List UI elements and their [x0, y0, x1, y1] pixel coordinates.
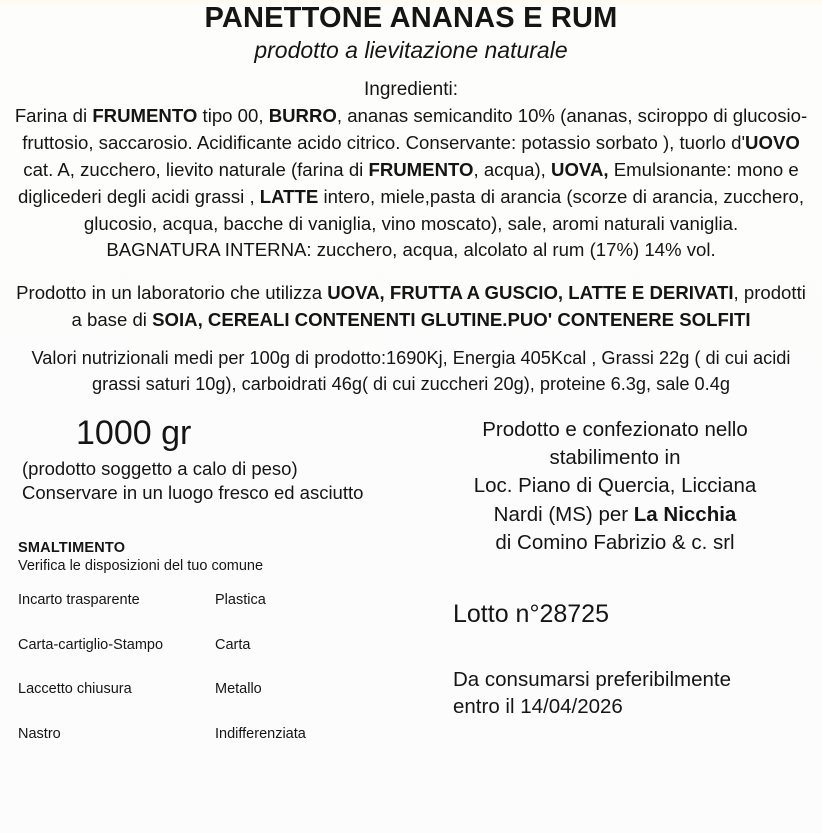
- producer-line-1: Prodotto e confezionato nello: [482, 417, 748, 441]
- ingredients-seg-6: Emulsionante: mono e diglicederi degli acidi grassi ,: [17, 158, 799, 207]
- allergen-warning-list-2: SOIA, CEREALI CONTENENTI GLUTINE.PUO' CONTENERE SOLFITI: [152, 308, 751, 330]
- weight-note-line-1: (prodotto soggetto a calo di peso): [22, 457, 298, 479]
- disposal-material: Metallo: [215, 681, 262, 698]
- net-weight: 1000 gr: [76, 413, 192, 452]
- brand-name: La Nicchia: [633, 502, 737, 526]
- nutrition-text: Valori nutrizionali medi per 100g di prodotto:1690Kj, Energia 405Kcal , Grassi 22g ( di cui acidi grassi saturi 10g), carboidrati 46g( di cui zuccheri 20g), proteine 6.3g, sale 0.4g: [31, 348, 791, 395]
- disposal-section: [0, 539, 408, 770]
- producer-line-2: stabilimento in: [549, 446, 681, 470]
- disposal-title: SMALTIMENTO: [18, 540, 126, 557]
- disposal-component: Laccetto chiusura: [18, 681, 132, 698]
- disposal-component: Carta-cartiglio-Stampo: [18, 636, 164, 653]
- disposal-material: Plastica: [215, 592, 266, 609]
- ingredients-seg-7: intero, miele,pasta di arancia (scorze di arancia, zucchero, glucosio, acqua, bacche di vaniglia, vino moscato), sale, aromi naturali vaniglia.: [83, 185, 805, 234]
- best-before-line-1: Da consumarsi preferibilmente: [453, 668, 732, 692]
- lower-columns: [0, 413, 822, 770]
- ingredients-text: [0, 103, 822, 238]
- allergen-warning-mid: , prodotti a base di: [71, 282, 806, 330]
- ingredients-heading: Ingredienti:: [363, 78, 458, 100]
- ingredients-seg-4: cat. A, zucchero, lievito naturale (farina di: [23, 158, 369, 180]
- product-subtitle: prodotto a lievitazione naturale: [254, 37, 568, 64]
- allergen-uova: UOVA,: [551, 158, 609, 180]
- lot-number: Lotto n°28725: [453, 600, 609, 629]
- allergen-burro: BURRO: [268, 104, 337, 126]
- disposal-component: Nastro: [18, 725, 61, 742]
- allergen-warning-prefix: Prodotto in un laboratorio che utilizza: [16, 282, 328, 304]
- disposal-component: Incarto trasparente: [18, 592, 140, 609]
- weight-note: [0, 457, 408, 504]
- product-title: PANETTONE ANANAS E RUM: [204, 2, 618, 34]
- allergen-latte: LATTE: [259, 185, 319, 207]
- ingredients-seg-2: tipo 00,: [197, 104, 269, 126]
- disposal-material: Indifferenziata: [215, 725, 306, 742]
- disposal-material: Carta: [215, 636, 251, 653]
- allergen-warning: [0, 280, 822, 333]
- right-column: [408, 416, 822, 770]
- disposal-subtitle: Verifica le disposizioni del tuo comune: [18, 558, 264, 575]
- allergen-frumento-1: FRUMENTO: [92, 104, 198, 126]
- left-column: [0, 413, 408, 770]
- best-before-line-2: entro il 14/04/2026: [453, 694, 623, 718]
- ingredients-seg-5: , acqua),: [473, 158, 552, 180]
- table-row: [18, 637, 306, 681]
- producer-locality: Nardi (MS) per: [493, 502, 634, 526]
- ingredients-seg-3: , ananas semicandito 10% (ananas, sciroppo di glucosio-fruttosio, saccarosio. Acidificante acido citrico. Conservante: potassio sorbato ), tuorlo d': [22, 104, 808, 153]
- best-before-date: [408, 667, 822, 720]
- producer-info: [408, 416, 822, 557]
- disposal-table: [18, 592, 306, 770]
- table-row: [18, 726, 306, 770]
- producer-line-4: [422, 501, 808, 529]
- producer-line-5: di Comino Fabrizio & c. srl: [495, 531, 735, 554]
- allergen-uovo: UOVO: [745, 131, 800, 153]
- table-row: [18, 681, 306, 725]
- allergen-frumento-2: FRUMENTO: [368, 158, 474, 180]
- ingredients-seg-1: Farina di: [14, 104, 93, 126]
- producer-line-3: Loc. Piano di Quercia, Licciana: [473, 474, 757, 498]
- weight-note-line-2: Conservare in un luogo fresco ed asciutto: [22, 481, 364, 503]
- bagnatura-text: BAGNATURA INTERNA: zucchero, acqua, alcolato al rum (17%) 14% vol.: [106, 239, 716, 261]
- table-row: [18, 592, 306, 636]
- allergen-warning-list-1: UOVA, FRUTTA A GUSCIO, LATTE E DERIVATI: [327, 282, 734, 304]
